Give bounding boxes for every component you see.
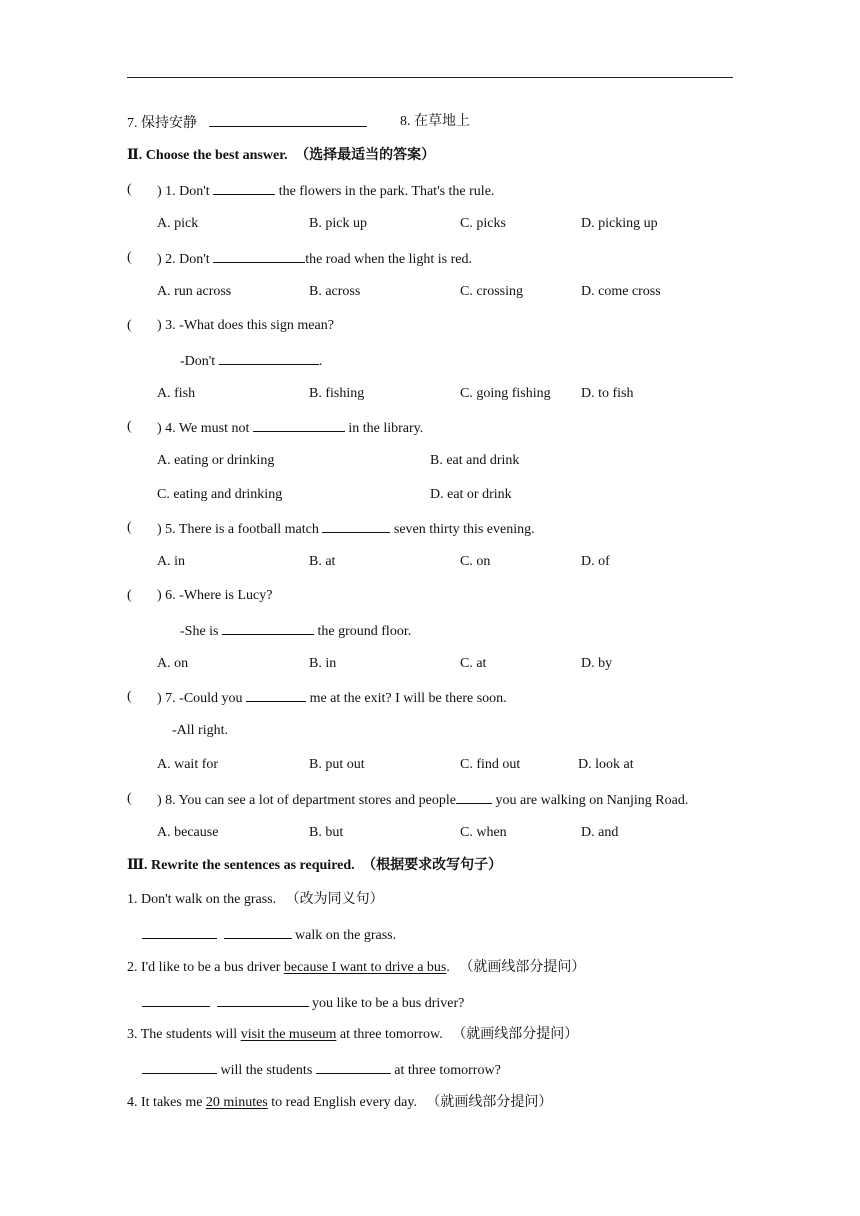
q4-option-c[interactable]: C. eating and drinking: [157, 487, 283, 502]
rewrite-3-underlined: visit the museum: [240, 1027, 337, 1042]
q3-line-2: [180, 351, 322, 371]
q3-paren-open: (: [127, 318, 132, 333]
q5-option-c[interactable]: C. on: [460, 554, 491, 569]
q5-option-a[interactable]: A. in: [157, 554, 185, 569]
q3-line2-prefix: -Don't: [180, 354, 216, 369]
rewrite-3-text-after: at three tomorrow.: [339, 1027, 443, 1042]
q2-paren-open: (: [127, 250, 132, 265]
rewrite-4: [127, 1094, 552, 1112]
rewrite-3-answer-suffix: at three tomorrow?: [394, 1063, 501, 1078]
q1-option-d[interactable]: D. picking up: [581, 216, 658, 231]
q4-option-b[interactable]: B. eat and drink: [430, 453, 520, 468]
item-8: 8. 在草地上: [400, 114, 470, 129]
rewrite-4-text-after: to read English every day.: [271, 1095, 417, 1110]
q8-option-d[interactable]: D. and: [581, 825, 619, 840]
rewrite-3-blank-2[interactable]: [316, 1060, 391, 1074]
q4-blank[interactable]: [253, 418, 345, 432]
q1-option-a[interactable]: A. pick: [157, 216, 199, 231]
q3-prefix: 3. -What does this sign mean?: [165, 318, 334, 333]
q2-option-a[interactable]: A. run across: [157, 284, 232, 299]
rewrite-1-text: 1. Don't walk on the grass.: [127, 892, 277, 907]
q1-prefix: 1. Don't: [165, 184, 210, 199]
item-7: [127, 113, 367, 133]
section-2-heading: [127, 147, 435, 165]
rewrite-2-text-after: .: [446, 960, 450, 975]
question-5: [157, 519, 535, 539]
q2-paren-close: ): [157, 252, 162, 267]
q3-option-d[interactable]: D. to fish: [581, 386, 634, 401]
q5-paren-close: ): [157, 522, 162, 537]
q3-paren-close: ): [157, 318, 162, 333]
item-7-label: 7. 保持安静: [127, 116, 197, 131]
q5-option-b[interactable]: B. at: [309, 554, 336, 569]
q3-option-a[interactable]: A. fish: [157, 386, 196, 401]
question-6: [157, 587, 272, 605]
header-rule: [127, 77, 733, 78]
rewrite-2-answer-suffix: you like to be a bus driver?: [312, 996, 465, 1011]
section-3-title: Ⅲ. Rewrite the sentences as required.: [127, 858, 355, 873]
rewrite-1-answer-suffix: walk on the grass.: [295, 928, 397, 943]
section-2-title: Ⅱ. Choose the best answer.: [127, 148, 288, 163]
q3-line2-suffix: .: [318, 354, 323, 369]
question-1: [157, 181, 494, 201]
q7-paren-open: (: [127, 689, 132, 704]
q6-blank[interactable]: [222, 621, 314, 635]
q6-paren-close: ): [157, 588, 162, 603]
q5-suffix: seven thirty this evening.: [393, 522, 535, 537]
q5-option-d[interactable]: D. of: [581, 554, 610, 569]
item-7-blank[interactable]: [209, 113, 367, 127]
q7-paren-close: ): [157, 691, 162, 706]
rewrite-3-blank-1[interactable]: [142, 1060, 217, 1074]
q8-option-c[interactable]: C. when: [460, 825, 507, 840]
question-2: [157, 249, 472, 269]
rewrite-3: [127, 1026, 578, 1044]
q5-prefix: 5. There is a football match: [165, 522, 319, 537]
question-7: [157, 688, 507, 708]
q8-option-a[interactable]: A. because: [157, 825, 219, 840]
section-2-title-cn: （选择最适当的答案）: [295, 148, 436, 163]
q7-option-d[interactable]: D. look at: [578, 757, 634, 772]
q3-option-b[interactable]: B. fishing: [309, 386, 365, 401]
q6-paren-open: (: [127, 588, 132, 603]
q4-prefix: 4. We must not: [165, 421, 250, 436]
rewrite-2-blank-2[interactable]: [217, 993, 309, 1007]
q1-suffix: the flowers in the park. That's the rule.: [278, 184, 495, 199]
rewrite-3-text-before: 3. The students will: [127, 1027, 238, 1042]
q7-prefix: 7. -Could you: [165, 691, 243, 706]
q7-blank[interactable]: [246, 688, 306, 702]
q4-option-d[interactable]: D. eat or drink: [430, 487, 512, 502]
rewrite-4-underlined: 20 minutes: [205, 1095, 268, 1110]
q2-option-c[interactable]: C. crossing: [460, 284, 523, 299]
q5-paren-open: (: [127, 520, 132, 535]
rewrite-1: [127, 891, 384, 909]
rewrite-2-underlined: because I want to drive a bus: [283, 960, 447, 975]
q7-option-a[interactable]: A. wait for: [157, 757, 219, 772]
q6-line-2: [180, 621, 411, 641]
q8-option-b[interactable]: B. but: [309, 825, 344, 840]
q6-line2-suffix: the ground floor.: [317, 624, 412, 639]
rewrite-2-note: （就画线部分提问）: [459, 960, 586, 975]
q6-option-a[interactable]: A. on: [157, 656, 189, 671]
q2-suffix: the road when the light is red.: [305, 252, 472, 267]
rewrite-4-text-before: 4. It takes me: [127, 1095, 203, 1110]
q4-suffix: in the library.: [348, 421, 424, 436]
q2-option-b[interactable]: B. across: [309, 284, 361, 299]
rewrite-1-blank-2[interactable]: [224, 925, 292, 939]
q5-blank[interactable]: [322, 519, 390, 533]
q7-line-2: -All right.: [172, 723, 228, 738]
q8-blank[interactable]: [456, 790, 492, 804]
rewrite-2-text-before: 2. I'd like to be a bus driver: [127, 960, 281, 975]
q3-blank[interactable]: [219, 351, 319, 365]
rewrite-2: [127, 959, 585, 977]
q1-blank[interactable]: [213, 181, 275, 195]
question-3: [157, 317, 334, 335]
q2-option-d[interactable]: D. come cross: [581, 284, 661, 299]
q7-option-b[interactable]: B. put out: [309, 757, 365, 772]
q1-option-c[interactable]: C. picks: [460, 216, 506, 231]
q4-paren-open: (: [127, 419, 132, 434]
q2-prefix: 2. Don't: [165, 252, 210, 267]
rewrite-2-answer: [142, 993, 464, 1013]
rewrite-4-note: （就画线部分提问）: [426, 1095, 553, 1110]
question-4: [157, 418, 423, 438]
rewrite-3-note: （就画线部分提问）: [452, 1027, 579, 1042]
q6-option-c[interactable]: C. at: [460, 656, 487, 671]
q2-blank[interactable]: [213, 249, 305, 263]
question-8: [157, 790, 688, 810]
q6-line2-prefix: -She is: [180, 624, 219, 639]
q6-option-d[interactable]: D. by: [581, 656, 613, 671]
q8-paren-close: ): [157, 793, 162, 808]
q8-paren-open: (: [127, 791, 132, 806]
rewrite-1-blank-1[interactable]: [142, 925, 217, 939]
rewrite-1-answer: [142, 925, 396, 945]
q7-suffix: me at the exit? I will be there soon.: [309, 691, 507, 706]
rewrite-3-answer-middle: will the students: [220, 1063, 313, 1078]
q6-prefix: 6. -Where is Lucy?: [165, 588, 273, 603]
q1-option-b[interactable]: B. pick up: [309, 216, 367, 231]
section-3-heading: [127, 857, 502, 875]
q3-option-c[interactable]: C. going fishing: [460, 386, 551, 401]
q6-option-b[interactable]: B. in: [309, 656, 337, 671]
rewrite-3-answer: [142, 1060, 501, 1080]
q1-paren-close: ): [157, 184, 162, 199]
q4-option-a[interactable]: A. eating or drinking: [157, 453, 275, 468]
rewrite-1-note: （改为同义句）: [285, 892, 384, 907]
rewrite-2-blank-1[interactable]: [142, 993, 210, 1007]
section-3-title-cn: （根据要求改写句子）: [362, 858, 503, 873]
q4-paren-close: ): [157, 421, 162, 436]
q8-prefix: 8. You can see a lot of department stores and people: [165, 793, 456, 808]
q1-paren-open: (: [127, 182, 132, 197]
q8-suffix: you are walking on Nanjing Road.: [495, 793, 689, 808]
q7-option-c[interactable]: C. find out: [460, 757, 521, 772]
